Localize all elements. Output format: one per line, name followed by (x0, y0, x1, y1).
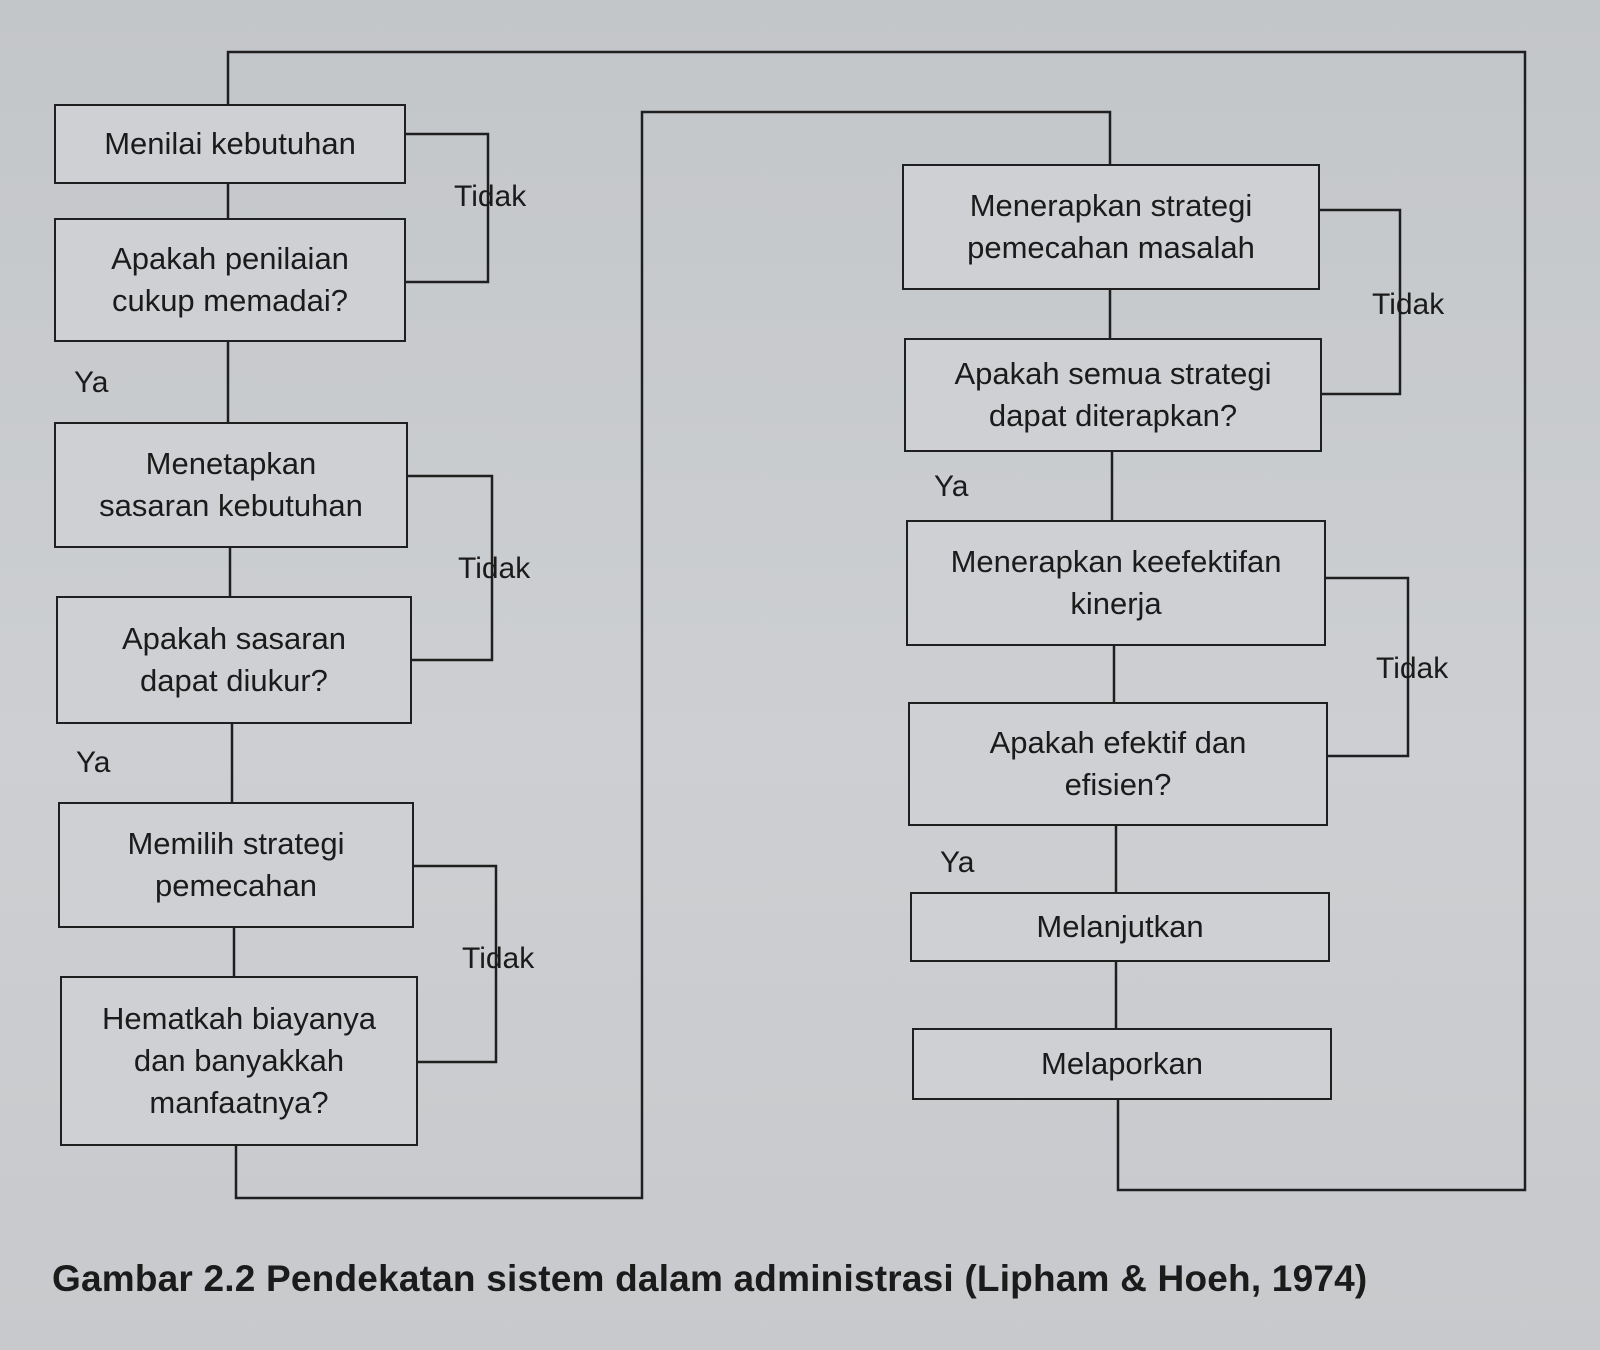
box-menerapkan-strategi: Menerapkan strategi pemecahan masalah (902, 164, 1320, 290)
box-memilih-strategi: Memilih strategi pemecahan (58, 802, 414, 928)
label-tidak-right-1: Tidak (1372, 288, 1445, 321)
box-apakah-strategi-diterapkan: Apakah semua strategi dapat diterapkan? (904, 338, 1322, 452)
label-tidak-right-2: Tidak (1376, 652, 1449, 685)
box-menerapkan-keefektifan: Menerapkan keefektifan kinerja (906, 520, 1326, 646)
box-menetapkan-sasaran: Menetapkan sasaran kebutuhan (54, 422, 408, 548)
box-melanjutkan: Melanjutkan (910, 892, 1330, 962)
label-ya-right-2: Ya (940, 846, 975, 879)
figure-caption: Gambar 2.2 Pendekatan sistem dalam administrasi (Lipham & Hoeh, 1974) (52, 1258, 1368, 1299)
box-apakah-sasaran-diukur: Apakah sasaran dapat diukur? (56, 596, 412, 724)
label-tidak-1: Tidak (454, 180, 527, 213)
box-menilai-kebutuhan: Menilai kebutuhan (54, 104, 406, 184)
label-tidak-3: Tidak (462, 942, 535, 975)
label-ya-right-1: Ya (934, 470, 969, 503)
box-apakah-penilaian-memadai: Apakah penilaian cukup memadai? (54, 218, 406, 342)
label-ya-2: Ya (76, 746, 111, 779)
label-tidak-2: Tidak (458, 552, 531, 585)
box-melaporkan: Melaporkan (912, 1028, 1332, 1100)
label-ya-1: Ya (74, 366, 109, 399)
box-hematkah-biaya: Hematkah biayanya dan banyakkah manfaatnya? (60, 976, 418, 1146)
box-apakah-efektif-efisien: Apakah efektif dan efisien? (908, 702, 1328, 826)
